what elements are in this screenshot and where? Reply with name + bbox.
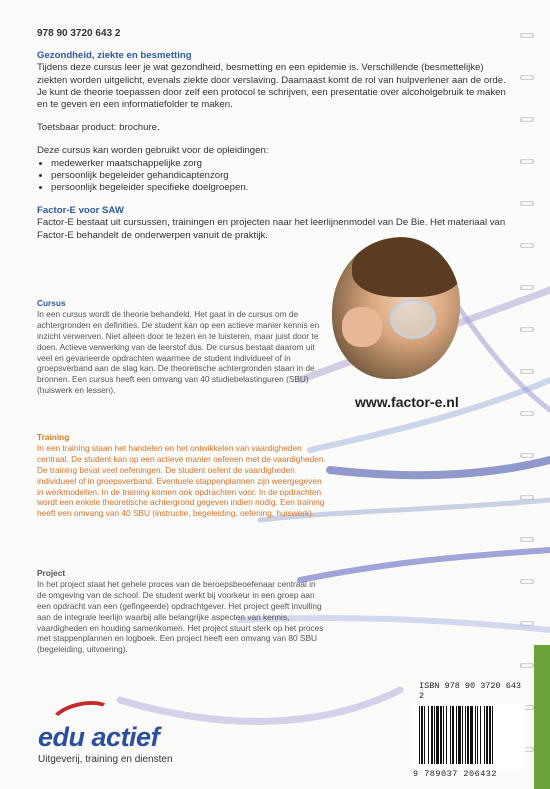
barcode (413, 681, 525, 779)
factor-text: Factor-E bestaat uit cursussen, trainingen en projecten naar het leerlijnenmodel van De Bie. Het materiaal van Factor-E behandelt de onderwerpen vanuit de praktijk. (37, 217, 506, 241)
list-item: • persoonlijk begeleider gehandicaptenzorg (51, 170, 507, 182)
training-label: Training (37, 432, 70, 442)
intro-block (37, 28, 507, 242)
isbn-top: 978 90 3720 643 2 (37, 28, 121, 39)
child-magnifier-photo (332, 237, 460, 379)
cursus-text: In een cursus wordt de theorie behandeld. Het gaat in de cursus om de achtergronden en definities. De student kan op een actieve manier kennis en inzicht verwerven. Niet alleen door te lezen en te luisteren, maar juist door te doen. Actieve verwerking van de leerstof dus. De cursus bestaat daarom uit veel en gevarieerde opdrachten waarmee de student individueel of in groepsverband aan de slag kan. De theoretische achtergronden staan in de bronnen. Een cursus heeft een omvang van 40 studiebelastinguren (SBU) (huiswerk en lessen). (37, 308, 320, 396)
barcode-bars (413, 704, 525, 770)
logo-brand-b: actief (91, 722, 160, 752)
magnifier-icon (390, 299, 436, 339)
intro-text: Tijdens deze cursus leer je wat gezondheid, besmetting en een epidemie is. Verschillende (besmettelijke) ziekten worden uitgelicht, evenals ziekte door verslaving. Daarnaast komt de rol van hulpverlener aan de orde. Je kunt de theorie toepassen door zelf een protocol te schrijven, een presentatie over alcoholgebruik te maken en te geven en een informatiefolder te maken. (37, 62, 506, 111)
cursus-label: Cursus (37, 298, 66, 308)
product-text: Toetsbaar product: brochure. (37, 122, 160, 134)
project-section (37, 568, 327, 655)
barcode-isbn: ISBN 978 90 3720 643 2 (419, 681, 522, 701)
project-text: In het project staat het gehele proces van de beroepsbeoefenaar centraal in de omgeving van de school. De student werkt bij voorkeur in een groep aan een opdracht van een (gefingeerde) opdrachtgever. Het project geeft invulling aan de integrale leerlijn waarbij alle belangrijke aspecten van kennis, vaardigheden en houding samenkomen. Het project stuurt sterk op het proces met stappenplannen en logboek. Een project heeft een omvang van 80 SBU (begeleiding, uitvoering). (37, 578, 324, 655)
training-text: In een training staan het handelen en het ontwikkelen van vaardigheden centraal. De student kan op een actieve manier oefenen met de vaardigheden. De training bevat veel oefeningen. De student oefent de vaardigheden individueel of in groepsverband. Eventuele stappenplannen zijn weergegeven in werkmodellen. In de training komen ook opdrachten voor. In de opdrachten wordt een enkele theoretische achtergrond gegeven indien nodig. Een training heeft een omvang van 40 SBU (instructie, begeleiding, oefening, huiswerk). (37, 442, 326, 519)
list-item: • persoonlijk begeleider specifieke doelgroepen. (51, 182, 507, 194)
courses-list (37, 158, 507, 195)
training-section (37, 432, 327, 519)
logo-brand-a: edu (38, 722, 85, 752)
list-item: • medewerker maatschappelijke zorg (51, 158, 507, 170)
intro-heading: Gezondheid, ziekte en besmetting (37, 50, 192, 62)
eduactief-logo (38, 722, 159, 753)
website-url[interactable]: www.factor-e.nl (355, 394, 459, 410)
barcode-digits: 9 789037 206432 (413, 769, 498, 779)
factor-heading: Factor-E voor SAW (37, 205, 124, 217)
project-label: Project (37, 568, 66, 578)
green-spine-bar (534, 645, 550, 789)
logo-tagline: Uitgeverij, training en diensten (38, 754, 173, 765)
cursus-section (37, 298, 327, 396)
courses-intro: Deze cursus kan worden gebruikt voor de opleidingen: (37, 145, 269, 157)
